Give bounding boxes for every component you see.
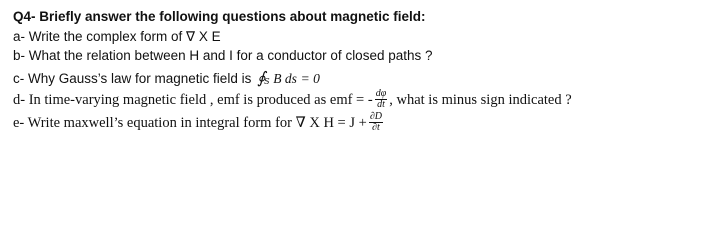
integral-subscript: S [264, 77, 270, 86]
fraction-denominator: ∂t [372, 122, 380, 133]
question-c [13, 69, 320, 88]
fraction-numerator: ∂D [369, 111, 382, 122]
question-d-text: d- In time-varying magnetic field , emf is produced as emf = - [13, 91, 373, 108]
question-b: b- What the relation between H and I for a conductor of closed paths ? [13, 48, 433, 63]
fraction-denominator: dt [377, 99, 385, 110]
question-c-text: c- Why Gauss’s law for magnetic field is [13, 71, 252, 86]
question-d-suffix: , what is minus sign indicated ? [389, 91, 572, 108]
dphi-dt-fraction [375, 89, 388, 110]
integral-symbol: ∮ [257, 68, 266, 87]
dD-dt-fraction [369, 112, 383, 133]
closed-surface-integral [257, 68, 270, 87]
question-e [13, 113, 385, 134]
fraction-numerator: dφ [375, 88, 387, 99]
integral-expression: B ds [273, 71, 297, 86]
question-a: a- Write the complex form of ∇ X E [13, 29, 221, 44]
question-title: Q4- Briefly answer the following questions about magnetic field: [13, 9, 426, 24]
question-d [13, 90, 572, 111]
question-e-text: e- Write maxwell’s equation in integral form for ∇ X H = J + [13, 114, 367, 131]
integral-rhs: = 0 [300, 71, 320, 86]
